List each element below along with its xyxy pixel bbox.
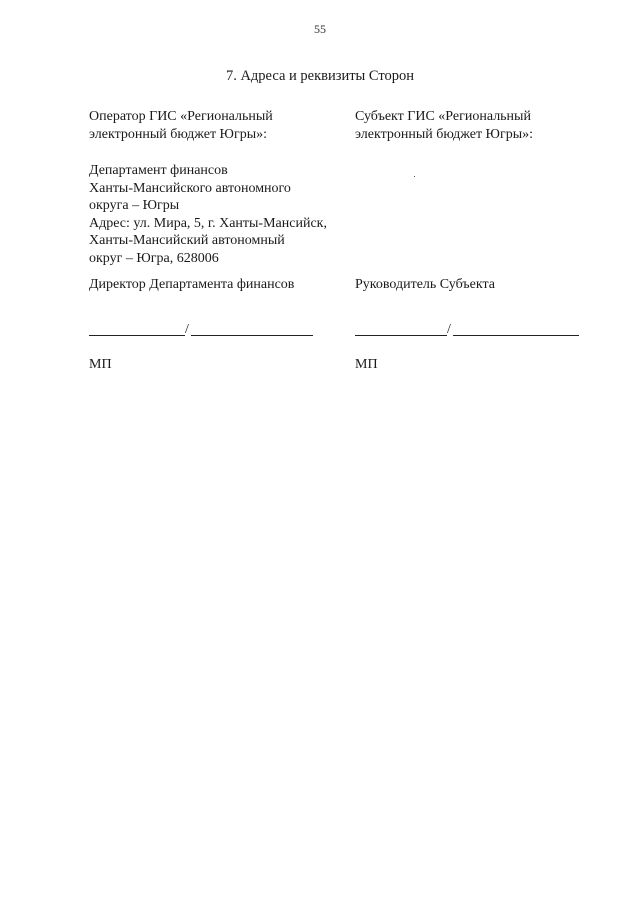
operator-title-line-2: электронный бюджет Югры»: <box>89 126 267 142</box>
operator-org-line-5: Ханты-Мансийский автономный <box>89 233 285 248</box>
subject-signer-title: Руководитель Субъекта <box>355 277 495 292</box>
operator-organization-details <box>89 162 327 267</box>
subject-name-segment <box>453 335 579 336</box>
subject-party-title <box>355 108 533 143</box>
operator-title-line-1: Оператор ГИС «Региональный <box>89 109 273 124</box>
operator-name-segment <box>191 335 313 336</box>
subject-signature-segment <box>355 335 447 336</box>
operator-org-line-2: Ханты-Мансийского автономного <box>89 180 291 196</box>
subject-title-line-1: Субъект ГИС «Региональный <box>355 109 531 124</box>
section-title: 7. Адреса и реквизиты Сторон <box>225 68 415 84</box>
subject-title-line-2: электронный бюджет Югры»: <box>355 126 533 142</box>
operator-org-line-4: Адрес: ул. Мира, 5, г. Ханты-Мансийск, <box>89 215 327 231</box>
operator-signature-segment <box>89 335 185 336</box>
operator-party-title <box>89 108 273 143</box>
operator-signer-title: Директор Департамента финансов <box>89 277 295 292</box>
page-number: 55 <box>314 22 326 36</box>
operator-org-line-6: округ – Югра, 628006 <box>89 250 219 266</box>
operator-org-line-1: Департамент финансов <box>89 163 228 178</box>
subject-stamp-placeholder: МП <box>355 357 378 372</box>
subject-signature-slash: / <box>447 321 451 337</box>
operator-stamp-placeholder: МП <box>89 357 112 372</box>
operator-signature-line <box>89 318 314 336</box>
scan-speck <box>414 176 415 177</box>
subject-signature-line <box>355 318 580 336</box>
operator-org-line-3: округа – Югры <box>89 198 180 213</box>
operator-signature-slash: / <box>185 321 189 337</box>
